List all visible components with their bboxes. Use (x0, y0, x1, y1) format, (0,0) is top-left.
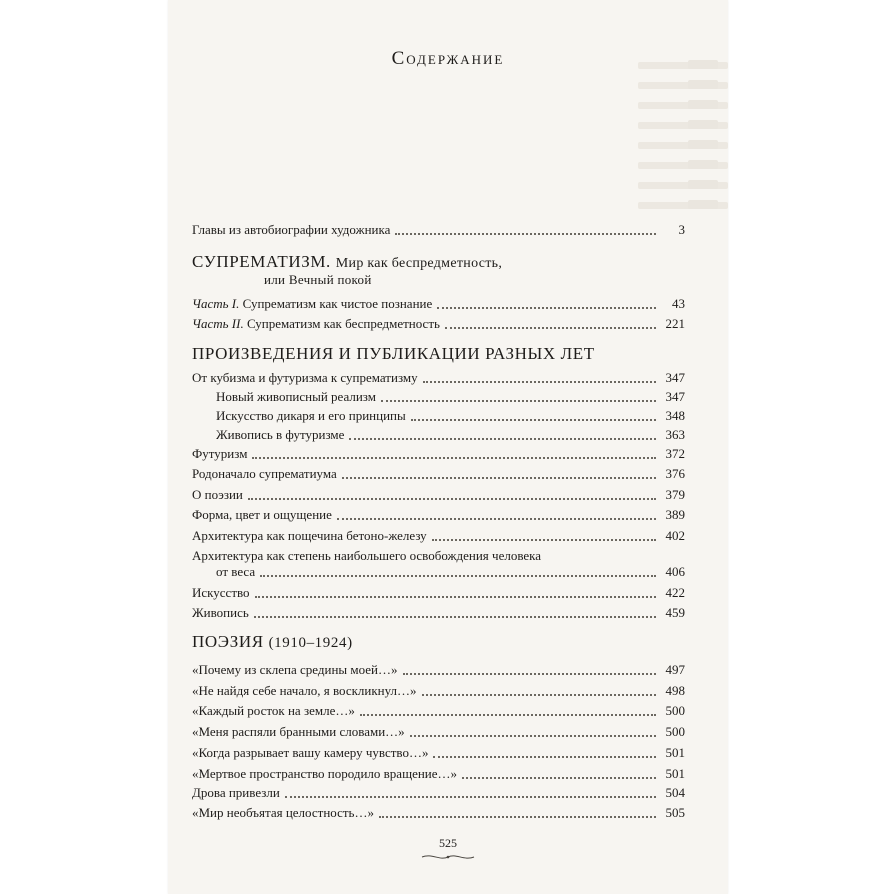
toc-subentry (216, 427, 685, 443)
toc-entry-label: «Почему из склепа средины моей…» (192, 662, 398, 677)
toc-entry-part-1 (192, 296, 685, 312)
toc-entry-label: «Каждый росток на земле…» (192, 703, 355, 718)
dot-leader (437, 307, 656, 309)
toc-page-number: 389 (665, 507, 685, 522)
toc-page-number: 504 (665, 785, 685, 800)
dot-leader (254, 616, 656, 618)
dot-leader (248, 498, 656, 500)
toc-page-number: 347 (665, 370, 685, 385)
dot-leader (255, 596, 656, 598)
toc-entry-autobiography (192, 222, 685, 238)
toc-page-number: 497 (665, 662, 685, 677)
section-title-main: ПОЭЗИЯ (192, 632, 264, 651)
toc-subentry (216, 389, 685, 405)
toc-entry (192, 703, 685, 719)
toc-entry-label: Супрематизм как чистое познание (242, 296, 433, 311)
toc-page-number: 379 (665, 487, 685, 502)
section-heading-poetry (192, 632, 685, 653)
dot-leader (445, 327, 656, 329)
toc-entry-label: От кубизма и футуризма к супрематизму (192, 370, 418, 385)
toc-entry (192, 507, 685, 523)
dot-leader (423, 381, 656, 383)
toc-entry-label: Архитектура как степень наибольшего освобождения человека (192, 548, 542, 563)
dot-leader (252, 457, 656, 459)
toc-page-number: 501 (665, 766, 685, 781)
toc-entry (192, 605, 685, 621)
toc-entry (192, 528, 685, 544)
toc-entry-label: «Мертвое пространство породило вращение…» (192, 766, 458, 781)
toc-entry (192, 585, 685, 601)
ornament-icon (418, 852, 478, 862)
dot-leader (381, 400, 656, 402)
toc-entry (192, 724, 685, 740)
toc-entry (192, 785, 685, 801)
toc-entry (192, 766, 685, 782)
toc-page-number: 221 (665, 316, 685, 331)
toc-page-number: 348 (665, 408, 685, 423)
toc-entry-label: Новый живописный реализм (216, 389, 376, 404)
dot-leader (337, 518, 656, 520)
section-title-rest: Мир как беспредметность, (335, 256, 503, 271)
toc-page-number: 406 (665, 564, 685, 579)
toc-entry-label: Футуризм (192, 446, 248, 461)
section-heading-works: ПРОИЗВЕДЕНИЯ И ПУБЛИКАЦИИ РАЗНЫХ ЛЕТ (192, 344, 595, 363)
dot-leader (349, 438, 656, 440)
toc-page-number: 500 (665, 724, 685, 739)
dot-leader (360, 714, 656, 716)
toc-entry-prefix: Часть I. (192, 296, 240, 311)
toc-page-number: 422 (665, 585, 685, 600)
toc-entry-label: Живопись (192, 605, 249, 620)
dot-leader (395, 233, 656, 235)
dot-leader (285, 796, 656, 798)
dot-leader (260, 575, 656, 577)
toc-page-number: 402 (665, 528, 685, 543)
toc-page-number: 498 (665, 683, 685, 698)
dot-leader (410, 735, 656, 737)
section-heading-suprematism-line2: или Вечный покой (264, 272, 372, 287)
toc-entry-label: Живопись в футуризме (216, 427, 345, 442)
toc-entry-label: Форма, цвет и ощущение (192, 507, 332, 522)
toc-page-number: 376 (665, 466, 685, 481)
toc-entry (192, 683, 685, 699)
toc-subentry (216, 408, 685, 424)
toc-entry-label: «Когда разрывает вашу камеру чувство…» (192, 745, 429, 760)
toc-page-number: 505 (665, 805, 685, 820)
toc-entry-label: О поэзии (192, 487, 243, 502)
page-title: Содержание (391, 48, 505, 69)
toc-entry (192, 370, 685, 386)
toc-entry-label: «Меня распяли бранными словами…» (192, 724, 405, 739)
toc-entry-label: «Мир необъятая целостность…» (192, 805, 374, 820)
toc-entry-label: Главы из автобиографии художника (192, 222, 391, 237)
toc-entry-label: Искусство дикаря и его принципы (216, 408, 406, 423)
dot-leader (379, 816, 656, 818)
toc-entry-label: Родоначало супрематиума (192, 466, 337, 481)
toc-entry-label-continued: от веса (216, 564, 256, 579)
toc-page-number: 347 (665, 389, 685, 404)
toc-page-number: 459 (665, 605, 685, 620)
toc-page-number: 500 (665, 703, 685, 718)
section-title-years: (1910–1924) (268, 635, 353, 651)
toc-page-number: 43 (672, 296, 685, 311)
toc-entry (192, 662, 685, 678)
toc-entry-label: «Не найдя себе начало, я воскликнул…» (192, 683, 417, 698)
toc-entry (192, 466, 685, 482)
dot-leader (342, 477, 656, 479)
toc-entry-part-2 (192, 316, 685, 332)
toc-page-number: 501 (665, 745, 685, 760)
toc-page-number: 3 (678, 222, 685, 237)
toc-page-number: 363 (665, 427, 685, 442)
dot-leader (411, 419, 656, 421)
dot-leader (432, 539, 656, 541)
section-title-main: СУПРЕМАТИЗМ. (192, 252, 331, 271)
toc-entry (192, 446, 685, 462)
toc-entry (192, 487, 685, 503)
toc-entry-label: Искусство (192, 585, 250, 600)
section-heading-suprematism (192, 252, 685, 274)
toc-entry-prefix: Часть II. (192, 316, 244, 331)
dot-leader (403, 673, 657, 675)
toc-entry-label: Супрематизм как беспредметность (246, 316, 440, 331)
page-number: 525 (439, 836, 457, 850)
toc-entry-label: Дрова привезли (192, 785, 280, 800)
toc-entry (192, 745, 685, 761)
toc-entry (192, 805, 685, 821)
toc-entry-label: Архитектура как пощечина бетоно-железу (192, 528, 427, 543)
dot-leader (433, 756, 656, 758)
dot-leader (462, 777, 656, 779)
toc-entry-multiline (192, 548, 685, 580)
dot-leader (422, 694, 656, 696)
book-page (168, 0, 728, 894)
toc-page-number: 372 (665, 446, 685, 461)
